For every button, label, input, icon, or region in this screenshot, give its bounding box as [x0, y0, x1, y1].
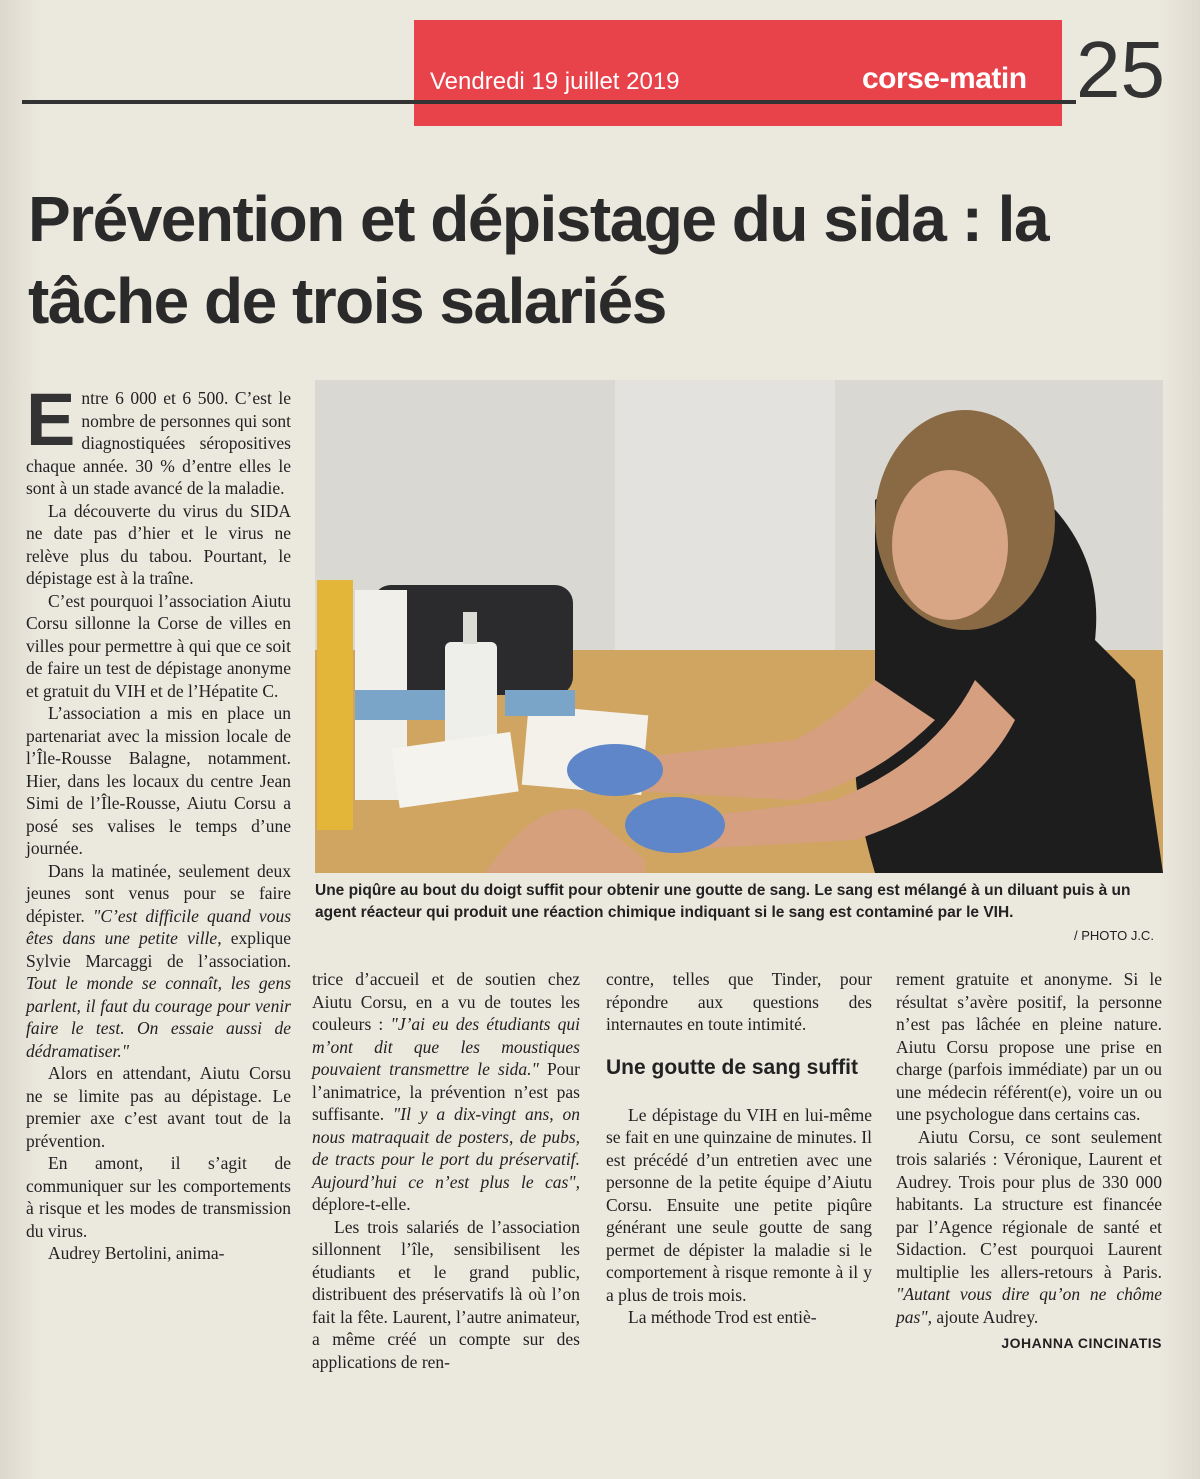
header-rule	[22, 100, 1076, 104]
article-photo	[315, 380, 1163, 873]
paragraph: Les trois salariés de l’association sillonnent l’île, sensibilisent les étudiants et le grand public, distribuent des préservatifs là où l’on fait la fête. Laurent, l’autre animateur, a même créé un compte sur des applications de ren-	[312, 1216, 580, 1372]
newspaper-logo: corse-matin	[862, 62, 1027, 95]
paragraph: Audrey Bertolini, anima-	[48, 1243, 225, 1263]
paragraph: Aiutu Corsu, ce sont seulement trois salariés : Véronique, Laurent et Audrey. Trois pour plus de 330 000 habitants. La structure est financée par l’Agence régionale de santé et Sidaction. C’est pourquoi Laurent multiplie les allers-retours à Paris. "Autant vous dire qu’on ne chôme pas", ajoute Audrey.	[896, 1126, 1162, 1327]
paragraph: En amont, il s’agit de communiquer sur les comportements à risque et les modes de transmission du virus.	[26, 1153, 291, 1241]
paragraph: Alors en attendant, Aiutu Corsu ne se limite pas au dépistage. Le premier axe c’est avant tout de la prévention.	[26, 1063, 291, 1151]
paragraph: trice d’accueil et de soutien chez Aiutu Corsu, en a vu de toutes les couleurs : "J’ai eu des étudiants qui m’ont dit que les moustiques pouvaient transmettre le sida." Pour l’animatrice, la prévention n’est pas suffisante. "Il y a dix-vingt ans, on nous matraquait de posters, de pubs, de tracts pour le port du préservatif. Aujourd’hui ce n’est plus le cas", déplore-t-elle.	[312, 969, 581, 1214]
subheading: Une goutte de sang suffit	[606, 1055, 858, 1079]
article-column-3	[606, 968, 872, 1329]
author-byline: JOHANNA CINCINATIS	[1001, 1335, 1162, 1351]
paragraph: rement gratuite et anonyme. Si le résultat s’avère positif, la personne n’est pas lâchée en pleine nature. Aiutu Corsu propose une prise en charge (parfois immédiate) par un ou une médecin référent(e), voire un ou une psychologue dans certains cas.	[896, 969, 1162, 1124]
drop-cap: E	[26, 378, 76, 461]
paragraph: Entre 6 000 et 6 500. C’est le nombre de personnes qui sont diagnostiquées séropositives chaque année. 30 % d’entre elles le sont à un stade avancé de la maladie.	[26, 378, 291, 498]
article-column-2	[312, 968, 580, 1373]
photo-caption: Une piqûre au bout du doigt suffit pour obtenir une goutte de sang. Le sang est mélangé à un diluant puis à un agent réacteur qui produit une réaction chimique indiquant si le sang est contaminé par le VIH.	[315, 882, 1131, 921]
page-number: 25	[1076, 25, 1165, 114]
article-column-1	[26, 378, 292, 1265]
paragraph: La découverte du virus du SIDA ne date pas d’hier et le virus ne relève plus du tabou. Pourtant, le dépistage est à la traîne.	[26, 500, 291, 588]
issue-date: Vendredi 19 juillet 2019	[430, 68, 680, 95]
photo-illustration	[315, 380, 1163, 873]
paragraph: C’est pourquoi l’association Aiutu Corsu sillonne la Corse de villes en villes pour permettre à qui que ce soit de faire un test de dépistage anonyme et gratuit du VIH et de l’Hépatite C.	[26, 590, 291, 701]
article-column-4	[896, 968, 1162, 1355]
photo-credit: / PHOTO J.C.	[1074, 928, 1154, 943]
paragraph: contre, telles que Tinder, pour répondre aux questions des internautes en toute intimité.	[606, 969, 872, 1034]
paragraph: Le dépistage du VIH en lui-même se fait en une quinzaine de minutes. Il est précédé d’un entretien avec une personne de la petite équipe d’Aiutu Corsu. Ensuite une petite piqûre générant une seule goutte de sang permet de dépister la maladie si le comportement à risque remonte à il y a plus de trois mois.	[606, 1104, 872, 1305]
headline: Prévention et dépistage du sida : la tâche de trois salariés	[28, 183, 1049, 337]
paragraph: Dans la matinée, seulement deux jeunes sont venus pour se faire dépister. "C’est difficile quand vous êtes dans une petite ville, explique Sylvie Marcaggi de l’association. Tout le monde se connaît, les gens parlent, il faut du courage pour venir faire le test. On essaie aussi de dédramatiser."	[26, 860, 292, 1061]
paragraph: La méthode Trod est entiè-	[628, 1307, 817, 1327]
paragraph: L’association a mis en place un partenariat avec la mission locale de l’Île-Rousse Balagne, notamment. Hier, dans les locaux du centre Jean Simi de l’Île-Rousse, Aiutu Corsu a posé ses valises le temps d’une journée.	[26, 703, 291, 858]
